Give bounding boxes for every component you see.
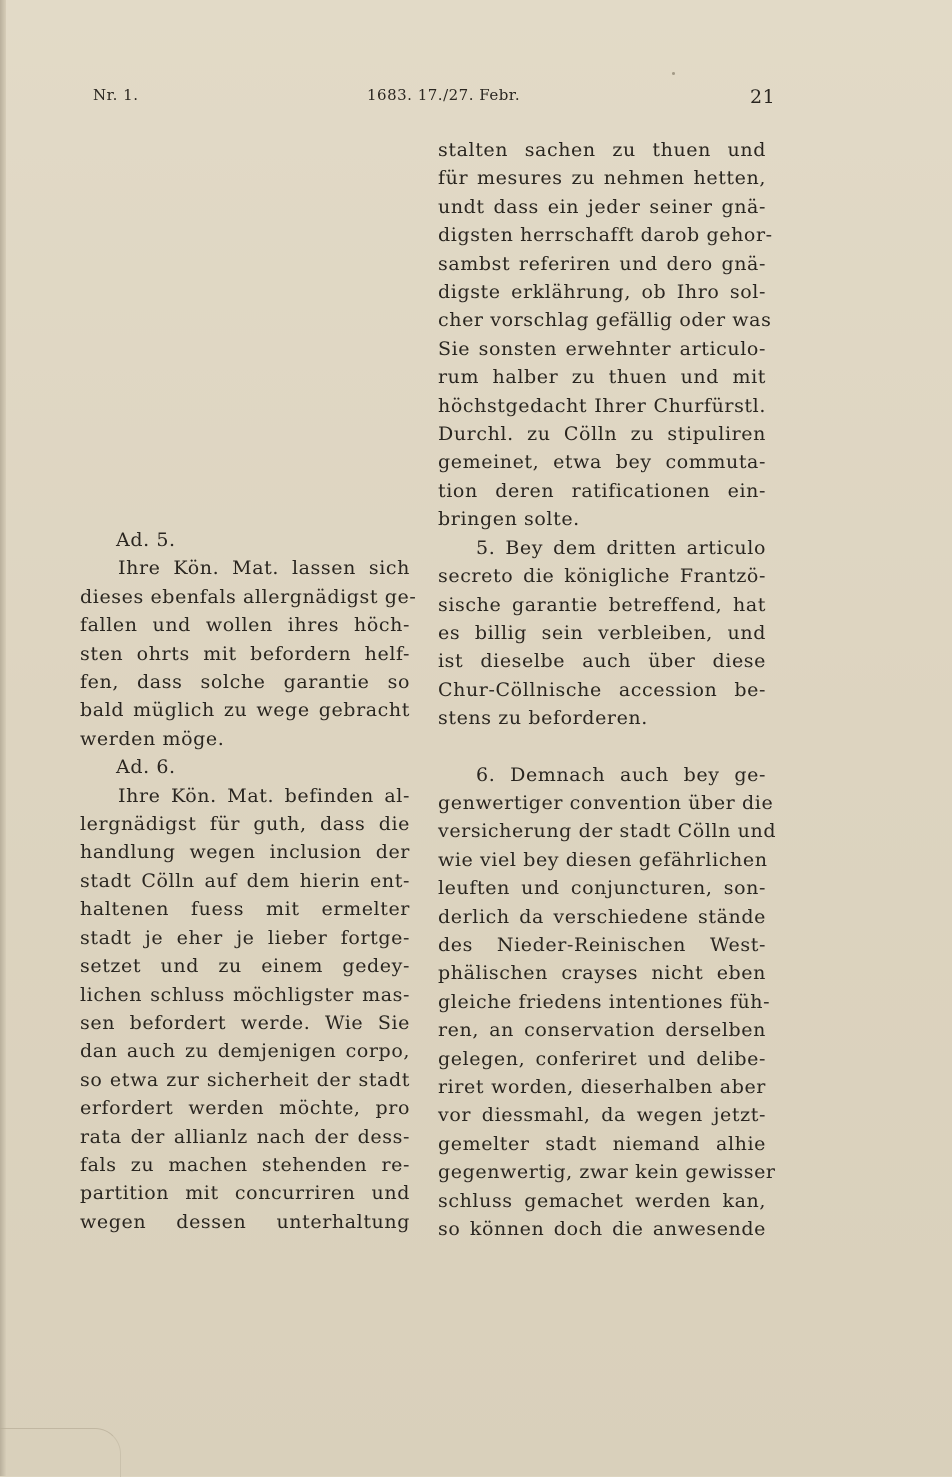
- text-line: handlung wegen inclusion der: [80, 841, 410, 864]
- text-line: rata der allianlz nach der dess-: [80, 1125, 410, 1148]
- text-line: stens zu beforderen.: [438, 707, 648, 730]
- text-line: sische garantie betreffend, hat: [438, 593, 766, 616]
- text-line: sen befordert werde. Wie Sie: [80, 1011, 410, 1034]
- right-column-text: [438, 136, 777, 1243]
- text-line: stadt Cölln auf dem hierin ent-: [80, 869, 410, 892]
- text-line: phälischen crayses nicht eben: [438, 962, 766, 985]
- text-line: gemeinet, etwa bey commuta-: [438, 451, 766, 474]
- section-heading-ad-6: Ad. 6.: [116, 756, 176, 779]
- text-line: dan auch zu demjenigen corpo,: [80, 1040, 410, 1063]
- text-line: bald müglich zu wege gebracht: [80, 699, 410, 722]
- text-line: digste erklährung, ob Ihro sol-: [438, 281, 766, 304]
- text-line: sten ohrts mit befordern helf-: [80, 642, 410, 665]
- text-line: leuften und conjuncturen, son-: [438, 877, 766, 900]
- text-line: fen, dass solche garantie so: [80, 671, 410, 694]
- text-line: Ihre Kön. Mat. befinden al-: [118, 784, 410, 807]
- text-line: wegen dessen unterhaltung: [80, 1210, 410, 1233]
- text-line: fallen und wollen ihres höch-: [80, 614, 410, 637]
- text-line: undt dass ein jeder seiner gnä-: [438, 195, 766, 218]
- text-line: höchstgedacht Ihrer Churfürstl.: [438, 394, 766, 417]
- text-line: haltenen fuess mit ermelter: [80, 898, 410, 921]
- paragraph-gap: [438, 733, 766, 761]
- text-line: wie viel bey diesen gefährlichen: [438, 848, 768, 871]
- text-line: gemelter stadt niemand alhie: [438, 1132, 766, 1155]
- page-edge-shadow: [0, 0, 6, 1476]
- text-line: ren, an conservation derselben: [438, 1019, 766, 1042]
- text-line: stalten sachen zu thuen und: [438, 139, 766, 161]
- text-line: rum halber zu thuen und mit: [438, 366, 766, 389]
- text-line: gegenwertig, zwar kein gewisser: [438, 1161, 776, 1184]
- text-line: genwertiger convention über die: [438, 791, 774, 814]
- text-line: Durchl. zu Cölln zu stipuliren: [438, 423, 766, 446]
- text-line: stadt je eher je lieber fortge-: [80, 926, 410, 949]
- text-line: secreto die königliche Frantzö-: [438, 565, 766, 588]
- text-line: lichen schluss möchligster mas-: [80, 983, 410, 1006]
- section-heading-ad-5: Ad. 5.: [116, 529, 176, 551]
- page-corner-fold: [0, 1428, 121, 1477]
- text-line: vor diessmahl, da wegen jetzt-: [438, 1104, 766, 1127]
- text-line: tion deren ratificationen ein-: [438, 479, 766, 502]
- text-line: bringen solte.: [438, 508, 580, 531]
- text-line: fals zu machen stehenden re-: [80, 1153, 410, 1176]
- text-line: versicherung der stadt Cölln und: [438, 820, 777, 843]
- text-line: so können doch die anwesende: [438, 1218, 766, 1241]
- text-line: erfordert werden möchte, pro: [80, 1097, 410, 1120]
- text-line: derlich da verschiedene stände: [438, 905, 766, 928]
- text-line: schluss gemachet werden kan,: [438, 1189, 766, 1212]
- text-line: werden möge.: [80, 727, 225, 750]
- text-line: lergnädigst für guth, dass die: [80, 813, 410, 836]
- text-line: Ihre Kön. Mat. lassen sich: [118, 557, 410, 580]
- paper-speck: [672, 72, 675, 75]
- text-line: digsten herrschafft darob gehor-: [438, 224, 773, 247]
- text-line: setzet und zu einem gedey-: [80, 955, 410, 978]
- page-number: 21: [750, 86, 776, 108]
- left-column-text: [80, 526, 417, 1236]
- paragraph-5-start: 5. Bey dem dritten articulo: [476, 536, 766, 559]
- paragraph-6-start: 6. Demnach auch bey ge-: [476, 763, 766, 786]
- text-line: sambst referiren und dero gnä-: [438, 252, 766, 275]
- text-line: cher vorschlag gefällig oder was: [438, 309, 772, 332]
- text-line: Chur-Cöllnische accession be-: [438, 678, 766, 701]
- text-line: Sie sonsten erwehnter articulo-: [438, 337, 766, 360]
- text-line: es billig sein verbleiben, und: [438, 621, 766, 644]
- text-line: partition mit concurriren und: [80, 1182, 410, 1205]
- text-line: so etwa zur sicherheit der stadt: [80, 1068, 410, 1091]
- document-number: Nr. 1.: [93, 86, 139, 104]
- text-line: für mesures zu nehmen hetten,: [438, 167, 766, 190]
- text-line: ist dieselbe auch über diese: [438, 650, 766, 673]
- running-header: [0, 86, 952, 110]
- text-line: riret worden, dieserhalben aber: [438, 1076, 766, 1098]
- header-date: 1683. 17./27. Febr.: [367, 86, 521, 104]
- text-line: dieses ebenfals allergnädigst ge-: [80, 585, 417, 608]
- text-line: des Nieder-Reinischen West-: [438, 933, 766, 956]
- text-line: gleiche friedens intentiones füh-: [438, 990, 771, 1013]
- text-line: gelegen, conferiret und delibe-: [438, 1047, 766, 1070]
